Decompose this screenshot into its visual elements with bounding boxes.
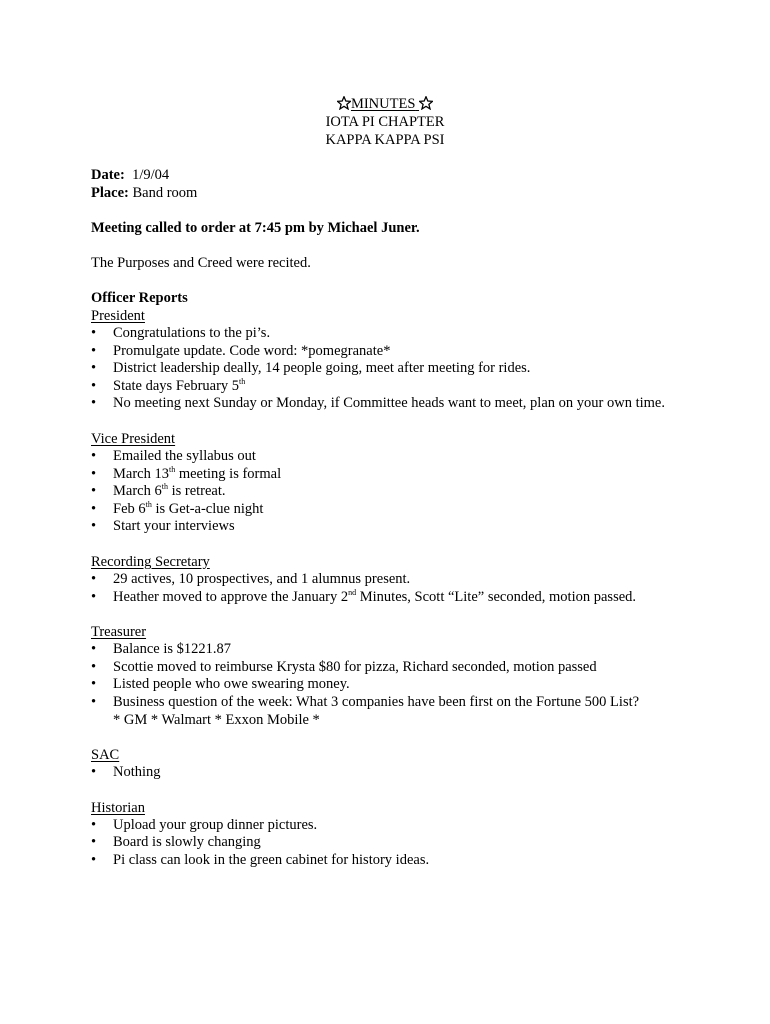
list-item-text: Emailed the syllabus out (113, 447, 256, 464)
list-item (91, 466, 691, 484)
list-item-text: Promulgate update. Code word: *pomegranate* (113, 342, 391, 359)
vice-president-list (91, 448, 691, 536)
sac-heading: SAC (91, 747, 120, 764)
list-item-text: No meeting next Sunday or Monday, if Committee heads want to meet, plan on your own time. (113, 395, 665, 412)
list-item (91, 817, 691, 835)
list-item-text: is retreat. (167, 483, 226, 500)
header-title-wrap (337, 96, 433, 112)
date-label: Date: (91, 167, 125, 183)
list-item-text: Start your interviews (113, 518, 235, 535)
list-item-text: meeting is formal (175, 465, 282, 482)
list-item (91, 764, 691, 782)
list-item (91, 395, 691, 413)
call-to-order: Meeting called to order at 7:45 pm by Michael Juner. (91, 220, 420, 236)
treasurer-list (91, 641, 691, 729)
fraternity-name: KAPPA KAPPA PSI (325, 132, 445, 148)
list-item-text: * GM * Walmart * Exxon Mobile * (113, 711, 320, 728)
bullet: • (91, 360, 97, 377)
list-item-text: Nothing (113, 764, 161, 781)
list-item-text: 29 actives, 10 prospectives, and 1 alumnus present. (113, 570, 411, 587)
list-item-text: Congratulations to the pi’s. (113, 325, 271, 341)
bullet: • (91, 325, 97, 341)
recording-secretary-list (91, 571, 691, 606)
list-item-text: Upload your group dinner pictures. (113, 816, 318, 833)
list-item (91, 571, 691, 589)
superscript: th (239, 376, 246, 386)
list-item (91, 343, 691, 361)
list-item-text: Heather moved to approve the January 2 (113, 588, 349, 605)
bullet: • (91, 693, 97, 710)
bullet: • (91, 570, 97, 587)
president-heading: President (91, 308, 145, 324)
treasurer-heading: Treasurer (91, 624, 147, 641)
bullet: • (91, 483, 97, 500)
bullet: • (91, 764, 97, 781)
list-item-text: State days February 5 (113, 377, 240, 394)
date-value: 1/9/04 (132, 167, 170, 183)
list-item-text: Pi class can look in the green cabinet for history ideas. (113, 851, 430, 868)
date-line (91, 166, 691, 184)
bullet: • (91, 500, 97, 517)
sac-list (91, 764, 691, 782)
bullet: • (91, 851, 97, 868)
bullet: • (91, 447, 97, 464)
list-item-text: Balance is $1221.87 (113, 641, 231, 658)
list-item (91, 852, 691, 870)
bullet: • (91, 658, 97, 675)
place-label: Place: (91, 185, 129, 201)
bullet: • (91, 816, 97, 833)
list-item (91, 448, 691, 466)
place-line (91, 184, 691, 202)
bullet: • (91, 676, 97, 693)
header-title: MINUTES (350, 96, 416, 112)
list-item (91, 325, 691, 343)
header-title-row (91, 95, 679, 113)
list-item-text: Business question of the week: What 3 companies have been first on the Fortune 500 List? (113, 693, 640, 710)
vice-president-heading: Vice President (91, 430, 176, 447)
chapter-name: IOTA PI CHAPTER (325, 114, 445, 130)
list-item (91, 676, 691, 694)
superscript: th (161, 482, 168, 492)
list-item-text: Board is slowly changing (113, 834, 261, 851)
officer-reports-heading: Officer Reports (91, 290, 188, 306)
superscript: nd (348, 587, 357, 597)
historian-list (91, 817, 691, 870)
recording-secretary-heading: Recording Secretary (91, 553, 210, 570)
list-item-text: March 13 (113, 465, 169, 482)
list-item-text: Feb 6 (113, 500, 146, 517)
superscript: th (145, 499, 152, 509)
superscript: th (168, 464, 176, 474)
bullet: • (91, 641, 97, 658)
bullet: • (91, 395, 97, 412)
place-value: Band room (132, 185, 198, 201)
list-item-text: Scottie moved to reimburse Krysta $80 for pizza, Richard seconded, motion passed (113, 658, 597, 675)
bullet: • (91, 518, 97, 535)
list-item-text: Minutes, Scott “Lite” seconded, motion passed. (356, 588, 637, 605)
document-header (91, 95, 679, 149)
minutes-document (91, 95, 691, 869)
list-item (91, 518, 691, 536)
bullet: • (91, 377, 97, 394)
star-outline-icon (419, 96, 433, 110)
list-item-text: Listed people who owe swearing money. (113, 676, 350, 693)
list-item (91, 694, 691, 729)
star-outline-icon (337, 96, 351, 110)
recited-line: The Purposes and Creed were recited. (91, 255, 311, 271)
list-item (91, 834, 691, 852)
list-item (91, 589, 691, 607)
bullet: • (91, 342, 97, 359)
president-list (91, 325, 691, 413)
bullet: • (91, 588, 97, 605)
bullet: • (91, 834, 97, 851)
bullet: • (91, 465, 97, 482)
list-item-text: is Get-a-clue night (151, 500, 264, 517)
list-item-text: March 6 (113, 483, 162, 500)
list-item (91, 378, 691, 396)
list-item (91, 641, 691, 659)
list-item (91, 501, 691, 519)
historian-heading: Historian (91, 799, 145, 816)
list-item (91, 360, 691, 378)
list-item-text: District leadership deally, 14 people going, meet after meeting for rides. (113, 360, 531, 377)
list-item (91, 659, 691, 677)
list-item (91, 483, 691, 501)
